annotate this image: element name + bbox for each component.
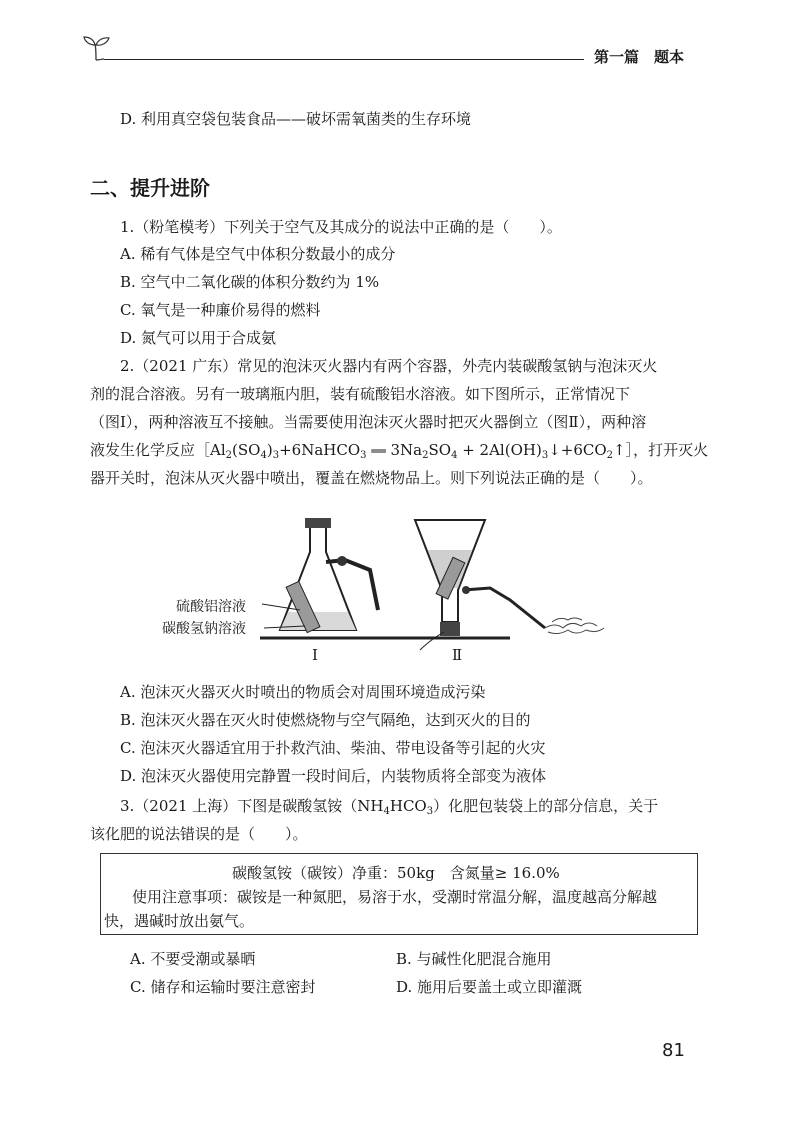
- q1-option-a: A. 稀有气体是空气中体积分数最小的成分: [120, 245, 396, 263]
- box-line-2: 使用注意事项：碳铵是一种氮肥，易溶于水，受潮时常温分解，温度越高分解越: [132, 888, 658, 906]
- q3-line-1-suffix: ）化肥包装袋上的部分信息，关于: [433, 797, 659, 815]
- q2-option-c: C. 泡沫灭火器适宜用于扑救汽油、柴油、带电设备等引起的火灾: [120, 739, 546, 757]
- q2-line-4: [90, 439, 708, 461]
- q1-stem: 1.（粉笔模考）下列关于空气及其成分的说法中正确的是（ ）。: [120, 218, 562, 236]
- q1-option-b: B. 空气中二氧化碳的体积分数约为 1%: [120, 273, 380, 291]
- q2-line-5: 器开关时，泡沫从灭火器中喷出，覆盖在燃烧物品上。则下列说法正确的是（ ）。: [90, 469, 653, 487]
- fire-extinguisher-figure: [160, 510, 640, 670]
- prev-option-d: D. 利用真空袋包装食品——破坏需氧菌类的生存环境: [120, 110, 472, 128]
- q2-line-4-suffix: ］，打开灭火: [625, 441, 709, 459]
- figure-label-al-solution: 硫酸铝溶液: [176, 599, 246, 615]
- ammonium-bicarbonate-formula: $NH_4HCO_3$: [357, 797, 434, 817]
- chemical-equation: $Al_2(SO_4)_3+6NaHCO_3$ ══ $3Na_2SO_4$ + $2Al(OH)_3↓+6CO_2↑$: [210, 441, 626, 461]
- page-number: 81: [662, 1040, 685, 1061]
- q3-option-b: B. 与碱性化肥混合施用: [396, 950, 552, 968]
- figure-caption-2: Ⅱ: [452, 646, 463, 664]
- extinguisher-inverted: [415, 520, 604, 636]
- q1-option-c: C. 氧气是一种廉价易得的燃料: [120, 301, 321, 319]
- q2-line-1: 2.（2021 广东）常见的泡沫灭火器内有两个容器，外壳内装碳酸氢钠与泡沫灭火: [120, 357, 658, 375]
- section-title: 二、提升进阶: [90, 176, 210, 200]
- label-pointer-3: [420, 632, 444, 650]
- q3-option-a: A. 不要受潮或暴晒: [130, 950, 256, 968]
- header-title: 第一篇 题本: [594, 48, 685, 66]
- figure-label-nahco3-solution: 碳酸氢钠溶液: [162, 621, 246, 637]
- q1-option-d: D. 氮气可以用于合成氨: [120, 329, 277, 347]
- q3-line-1-prefix: 3.（2021 上海）下图是碳酸氢铵（: [120, 797, 358, 815]
- q3-option-c: C. 储存和运输时要注意密封: [130, 978, 316, 996]
- q3-option-d: D. 施用后要盖土或立即灌溉: [396, 978, 583, 996]
- extinguisher-upright: [280, 518, 378, 633]
- q2-line-3: （图Ⅰ），两种溶液互不接触。当需要使用泡沫灭火器时把灭火器倒立（图Ⅱ），两种溶: [90, 413, 647, 431]
- box-line-3: 快，遇碱时放出氨气。: [104, 912, 255, 930]
- q2-option-d: D. 泡沫灭火器使用完静置一段时间后，内装物质将全部变为液体: [120, 767, 547, 785]
- figure-caption-1: Ⅰ: [312, 646, 318, 664]
- q2-line-2: 剂的混合溶液。另有一玻璃瓶内胆，装有硫酸铝水溶液。如下图所示，正常情况下: [90, 385, 631, 403]
- foam-spray: [545, 618, 604, 634]
- header-rule: [104, 59, 584, 60]
- q3-line-2: 该化肥的说法错误的是（ ）。: [90, 825, 308, 843]
- box-line-1: 碳酸氢铵（碳铵）净重：50kg 含氮量≥ 16.0%: [232, 864, 560, 882]
- q2-option-a: A. 泡沫灭火器灭火时喷出的物质会对周围环境造成污染: [120, 683, 486, 701]
- q2-option-b: B. 泡沫灭火器在灭火时使燃烧物与空气隔绝，达到灭火的目的: [120, 711, 531, 729]
- leaf-sprout-icon: [82, 34, 112, 62]
- q2-line-4-prefix: 液发生化学反应［: [90, 441, 211, 459]
- q3-line-1: [120, 795, 658, 817]
